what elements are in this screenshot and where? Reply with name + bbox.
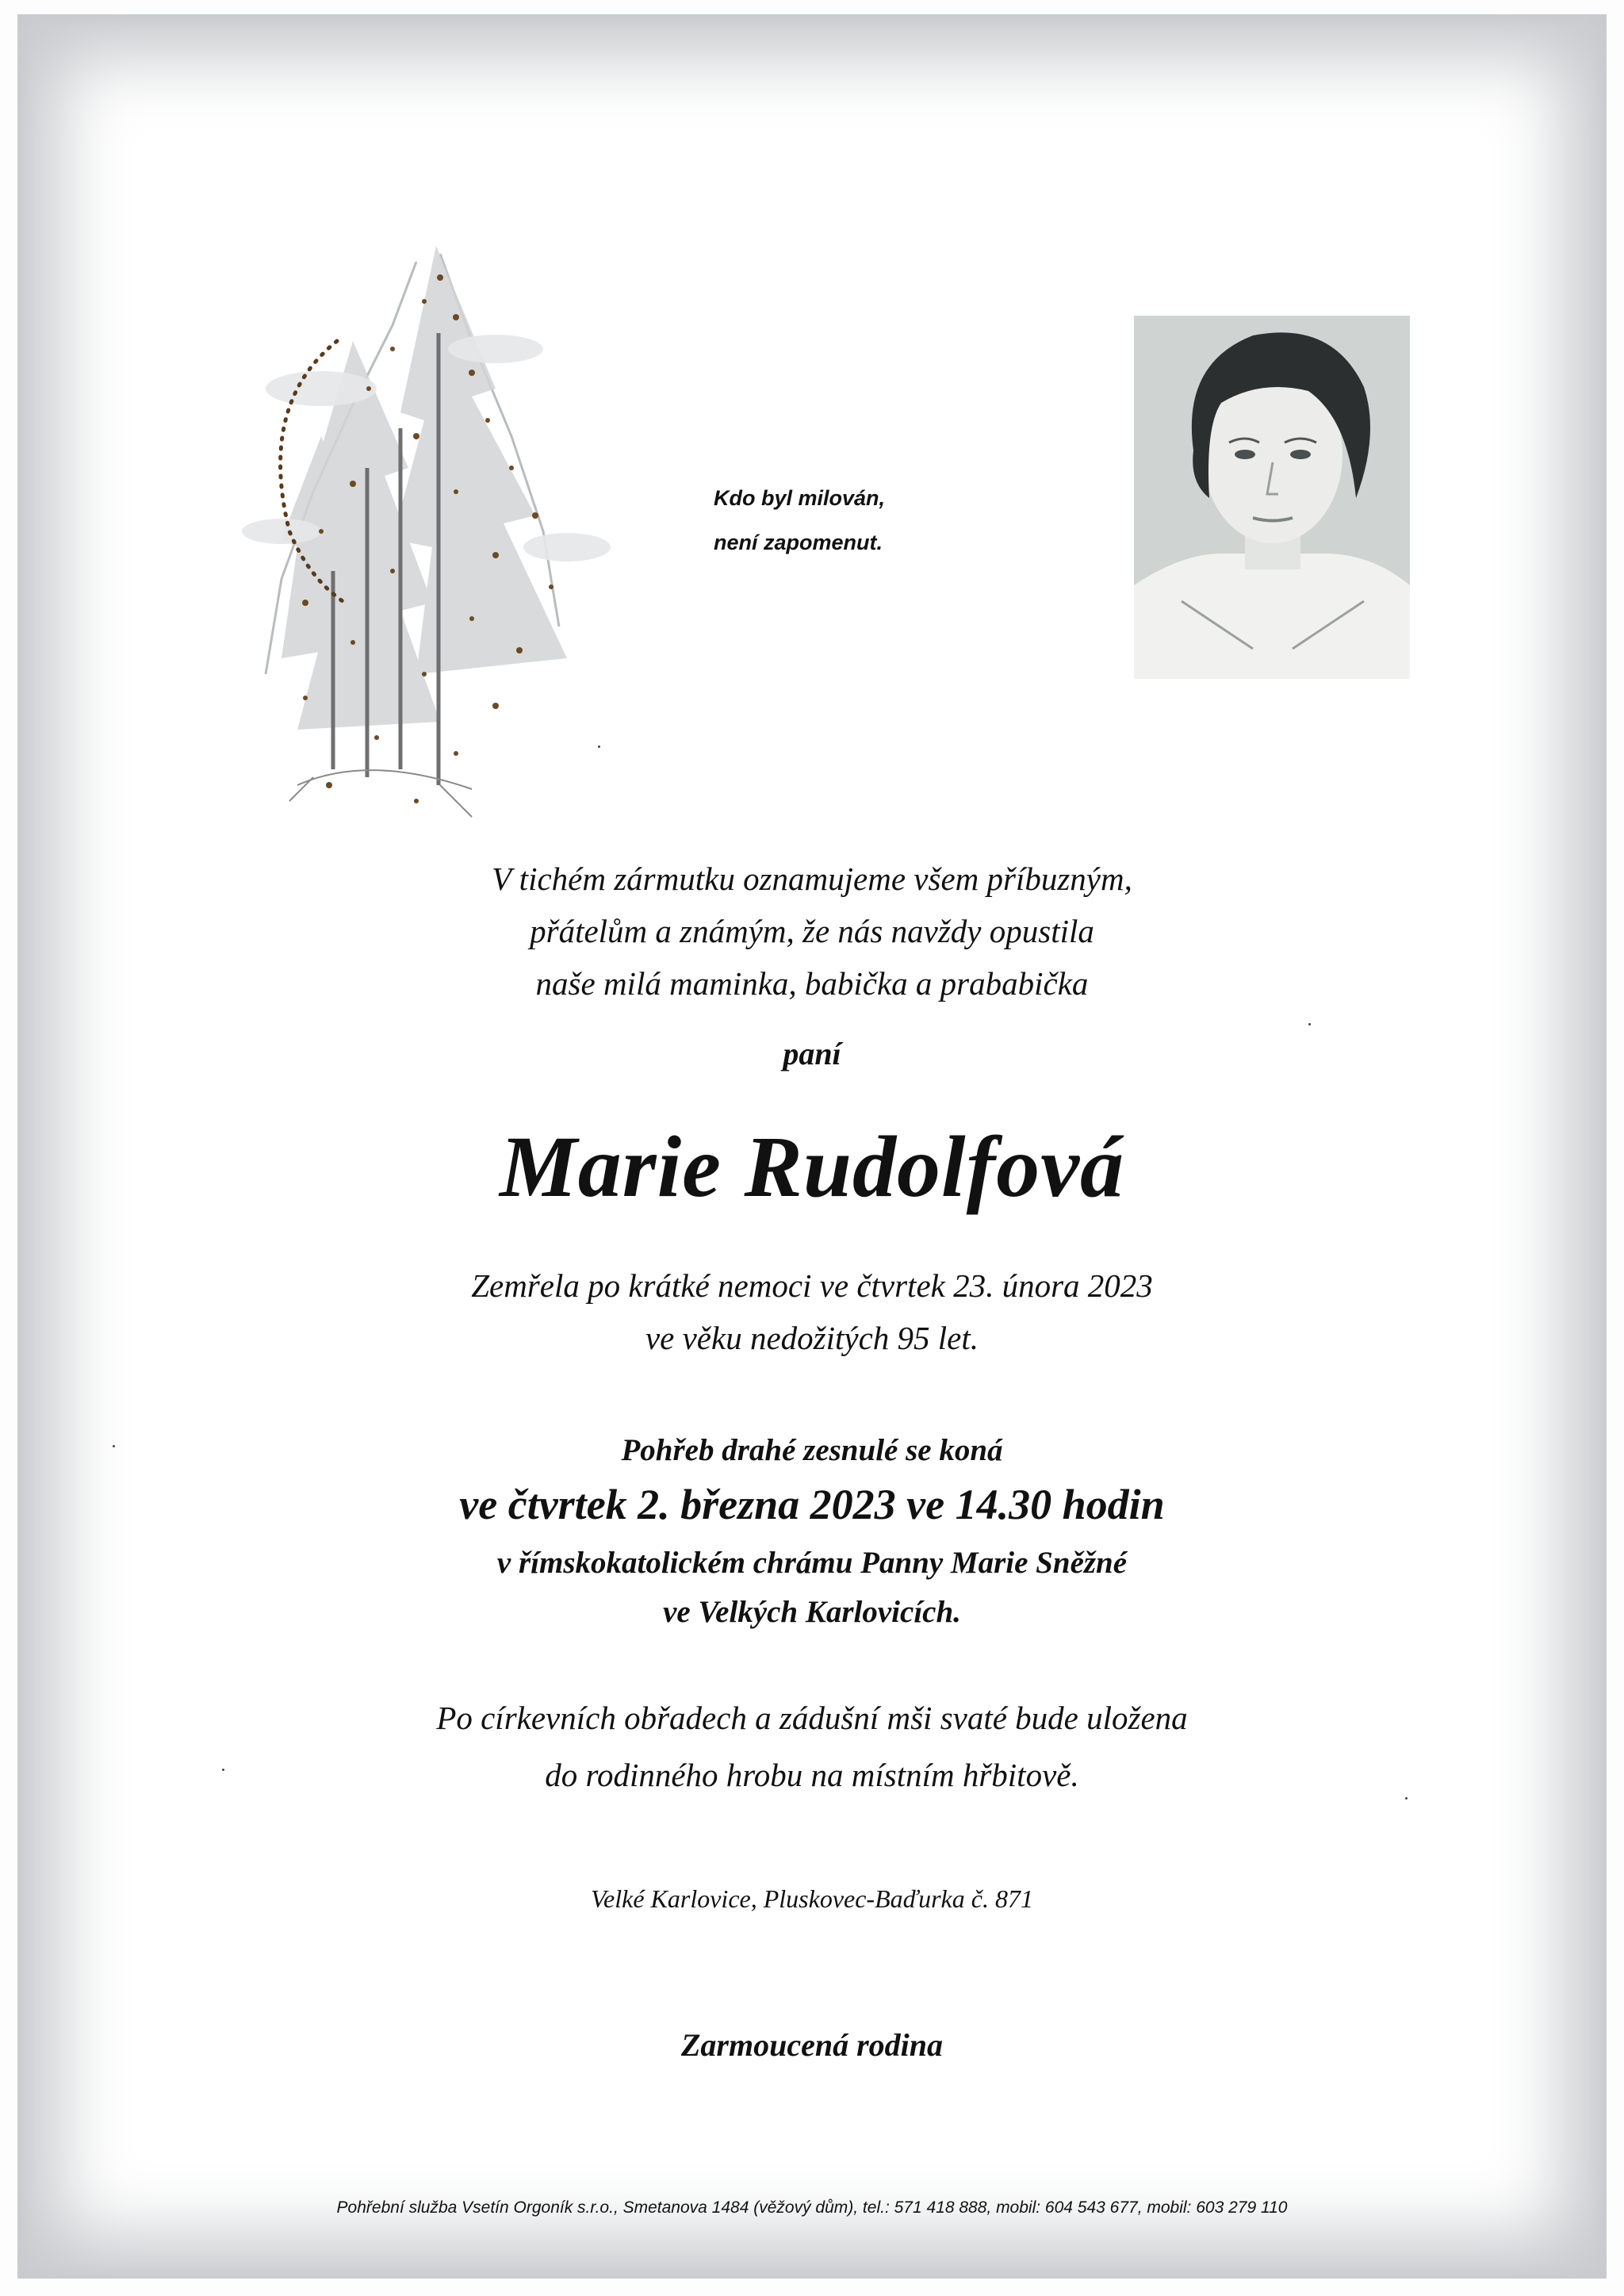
funeral-date: ve čtvrtek 2. března 2023 ve 14.30 hodin <box>459 1481 1165 1528</box>
announcement-line-3: naše milá maminka, babička a prababička <box>535 965 1089 1002</box>
death-info <box>0 1259 1624 1364</box>
burial-line-1: Po církevních obřadech a zádušní mši svaté bude uložena <box>436 1700 1188 1736</box>
speck <box>1308 1023 1311 1025</box>
announcement-line-1: V tichém zármutku oznamujeme všem příbuzným, <box>492 861 1132 897</box>
speck <box>1405 1797 1408 1800</box>
announcement-line-2: přátelům a známým, že nás navždy opustila <box>530 913 1094 949</box>
funeral-place-line-1: v římskokatolickém chrámu Panny Marie Sněžné <box>496 1546 1128 1580</box>
motto <box>714 476 1015 565</box>
honorific-title: paní <box>783 1036 841 1071</box>
funeral-place-line-2: ve Velkých Karlovicích. <box>663 1595 961 1629</box>
funeral-place <box>0 1539 1624 1637</box>
funeral-service-footer: Pohřební služba Vsetín Orgoník s.r.o., Smetanova 1484 (věžový dům), tel.: 571 418 888, mobil: 604 543 677, mobil: 603 279 110 <box>336 2198 1288 2217</box>
announcement-text <box>0 853 1624 1010</box>
death-line-2: ve věku nedožitých 95 let. <box>645 1320 979 1356</box>
speck <box>222 1769 224 1771</box>
deceased-name: Marie Rudolfová <box>499 1118 1125 1215</box>
funeral-intro: Pohřeb drahé zesnulé se koná <box>621 1433 1003 1467</box>
death-line-1: Zemřela po krátké nemoci ve čtvrtek 23. února 2023 <box>471 1267 1153 1304</box>
family-address: Velké Karlovice, Pluskovec-Baďurka č. 871 <box>591 1884 1033 1913</box>
speck <box>598 746 600 748</box>
burial-line-2: do rodinného hrobu na místním hřbitově. <box>545 1757 1079 1793</box>
motto-line-1: Kdo byl milován, <box>714 486 886 510</box>
motto-line-2: není zapomenut. <box>714 531 883 554</box>
portrait-photo <box>1134 316 1410 679</box>
burial-info <box>0 1689 1624 1803</box>
speck <box>113 1445 115 1447</box>
tree-illustration <box>234 230 615 833</box>
signature: Zarmoucená rodina <box>680 2027 944 2063</box>
